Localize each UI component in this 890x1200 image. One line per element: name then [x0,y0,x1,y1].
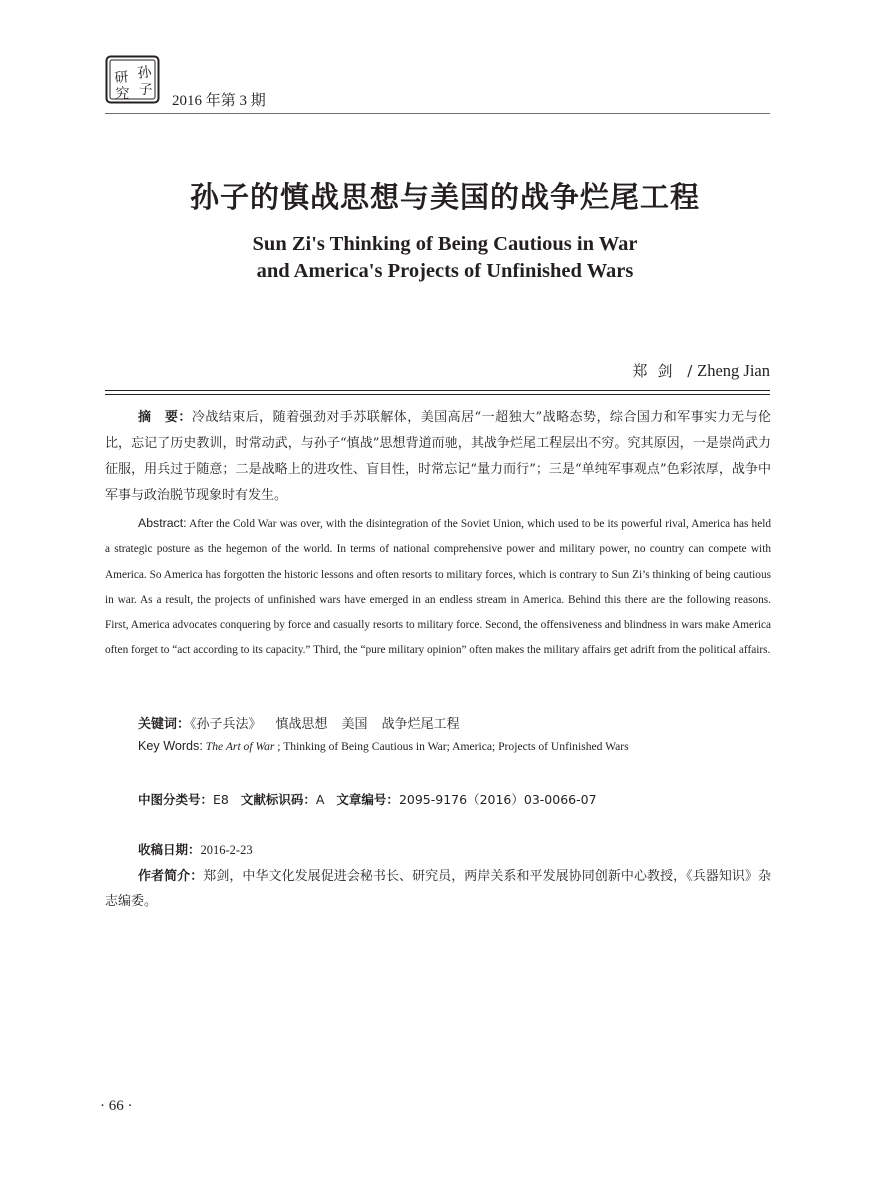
logo-char-sun: 孙 [136,64,153,82]
author-divider-top [105,390,770,391]
journal-logo [105,55,160,104]
author-name-english: Zheng Jian [697,361,770,380]
author-bio-text: 郑剑，中华文化发展促进会秘书长、研究员，两岸关系和平发展协同创新中心教授，《兵器知识》杂志编委。 [105,869,771,909]
keywords-english-rest: ; Thinking of Being Cautious in War; America; Projects of Unfinished Wars [274,740,629,753]
logo-char-yan: 研 [113,69,130,87]
logo-char-zi: 子 [137,81,154,99]
doc-code-value: A [315,792,325,807]
author-name-chinese: 郑剑 [632,362,683,380]
article-number-label: 文章编号： [336,792,399,807]
author-bio [105,864,771,914]
keywords-english-label: Key Words: [138,739,203,753]
abstract-english [105,511,771,664]
abstract-english-label: Abstract: [138,516,187,530]
keywords-chinese [138,713,474,732]
classification-line [138,790,605,808]
received-date-label: 收稿日期： [138,842,201,857]
title-chinese: 孙子的慎战思想与美国的战争烂尾工程 [189,180,700,214]
author-line [633,360,771,381]
title-english [0,231,890,285]
clc-label: 中图分类号： [138,792,214,807]
keyword-chinese: 美国 [341,717,368,732]
clc-value: E8 [213,792,229,807]
keyword-english-italic: The Art of War [205,740,275,753]
title-english-line-2: and America's Projects of Unfinished Wars [256,260,634,282]
keyword-chinese: 慎战思想 [275,717,328,732]
received-date [138,840,253,858]
abstract-chinese-text: 冷战结束后，随着强劲对手苏联解体，美国高居“一超独大”战略态势，综合国力和军事实力无与伦比，忘记了历史教训，时常动武，与孙子“慎战”思想背道而驰，其战争烂尾工程层出不穷。究其原因，一是崇尚武力征服，用兵过于随意；二是战略上的进攻性、盲目性，时常忘记“量力而行”；三是“单纯军事观点”色彩浓厚，战争中军事与政治脱节现象时有发生。 [105,410,771,503]
author-separator: / [687,362,693,380]
keyword-chinese: 《孙子兵法》 [190,717,262,732]
abstract-chinese-label: 摘 要： [138,410,192,425]
keywords-english [138,739,629,753]
doc-code-label: 文献标识码： [240,792,316,807]
keywords-chinese-label: 关键词： [138,717,191,732]
received-date-value: 2016-2-23 [200,843,253,857]
issue-label: 2016 年第 3 期 [172,93,266,109]
title-english-line-1: Sun Zi's Thinking of Being Cautious in War [252,233,638,255]
abstract-english-text: After the Cold War was over, with the disintegration of the Soviet Union, which used to be its powerful rival, America has held a strategic posture as the hegemon of the world. In terms of national comprehensive power and military power, no country can compete with America. So America has forgotten the historic lessons and often resorts to military forces, which is contrary to Sun Zi’s thinking of being cautious in war. As a result, the projects of unfinished wars have emerged in an endless stream in America. Behind this there are the following reasons. First, America advocates conquering by force and casually resorts to military force. Second, the offensiveness and blindness in wars make America often forget to “act according to its capacity.” Third, the “pure military opinion” often makes the military affairs get adrift from the political affairs. [105,518,771,657]
page-number: · 66 · [100,1098,133,1114]
abstract-chinese [105,405,771,509]
keyword-chinese: 战争烂尾工程 [381,717,460,732]
author-bio-label: 作者简介： [138,869,204,884]
header-divider [105,113,770,114]
article-number-value: 2095-9176（2016）03-0066-07 [398,792,597,807]
logo-char-jiu: 究 [114,85,130,103]
author-divider-bottom [105,394,770,395]
